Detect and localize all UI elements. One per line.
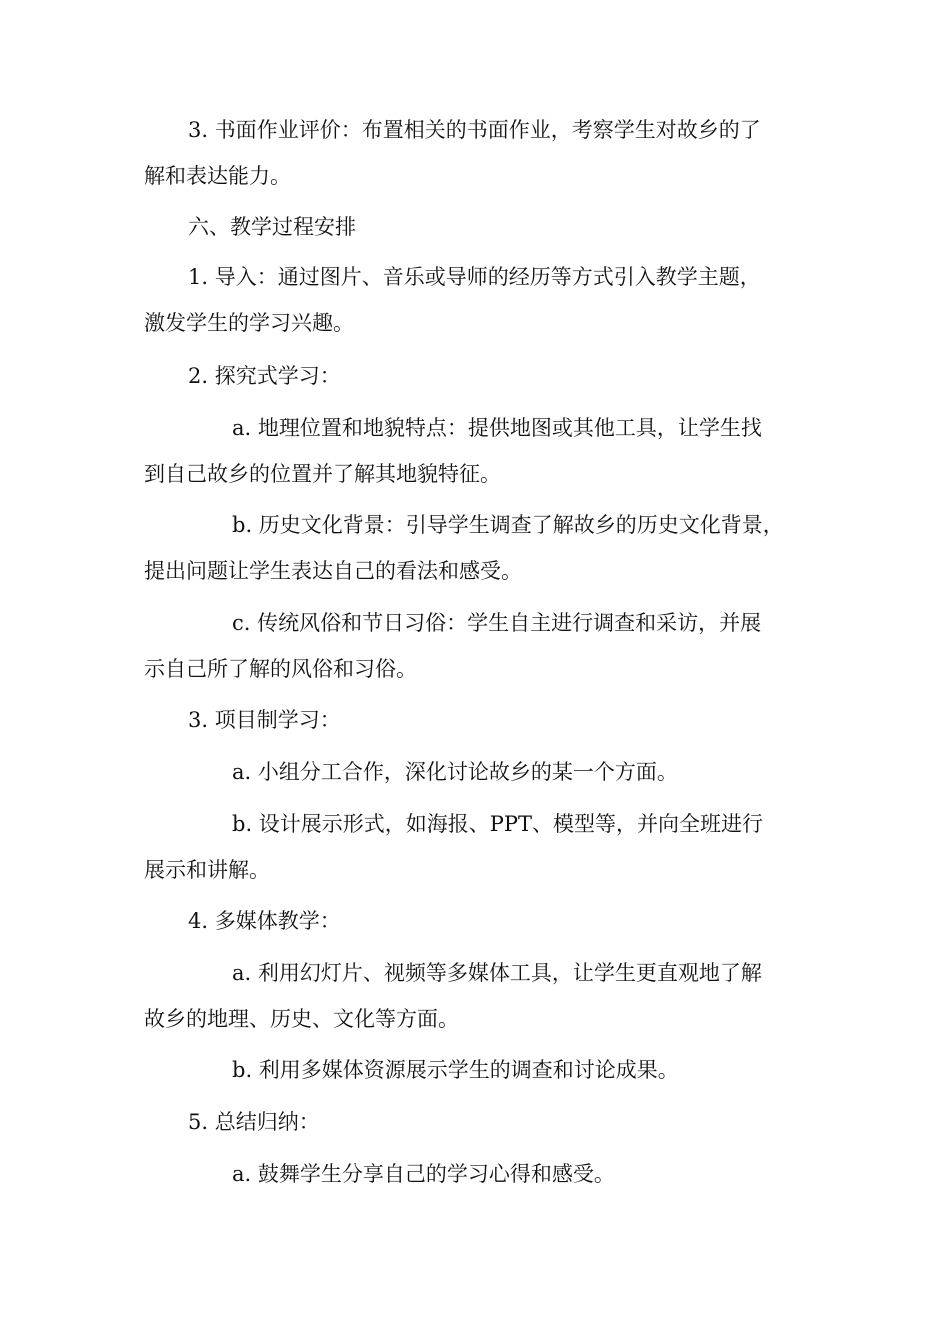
paragraph-summary — [144, 1099, 816, 1145]
text-line: a. 地理位置和地貌特点：提供地图或其他工具，让学生找 — [232, 416, 762, 440]
paragraph-group-work — [144, 749, 816, 795]
paragraph-multimedia-teaching — [144, 898, 816, 944]
paragraph-multimedia-results — [144, 1047, 816, 1093]
text-line: 到自己故乡的位置并了解其地貌特征。 — [144, 462, 501, 486]
text-line: 提出问题让学生表达自己的看法和感受。 — [144, 559, 522, 583]
text-line: a. 利用幻灯片、视频等多媒体工具，让学生更直观地了解 — [232, 961, 762, 985]
text-line: a. 小组分工合作，深化讨论故乡的某一个方面。 — [232, 760, 678, 784]
section-heading-teaching-process — [144, 204, 816, 250]
paragraph-introduction — [144, 254, 816, 346]
text-line: 1. 导入：通过图片、音乐或导师的经历等方式引入教学主题， — [188, 265, 761, 289]
text-line: 4. 多媒体教学： — [188, 909, 341, 933]
text-line: a. 鼓舞学生分享自己的学习心得和感受。 — [232, 1162, 615, 1186]
text-line: 激发学生的学习兴趣。 — [144, 311, 354, 335]
text-line: 3. 项目制学习： — [188, 708, 341, 732]
text-line: 解和表达能力。 — [144, 164, 291, 188]
paragraph-geography — [144, 405, 816, 497]
text-line: c. 传统风俗和节日习俗：学生自主进行调查和采访，并展 — [232, 611, 762, 635]
text-line: 展示和讲解。 — [144, 858, 270, 882]
text-line: 示自己所了解的风俗和习俗。 — [144, 657, 417, 681]
text-line: b. 利用多媒体资源展示学生的调查和讨论成果。 — [232, 1058, 679, 1082]
text-line: 5. 总结归纳： — [188, 1110, 320, 1134]
paragraph-presentation-design — [144, 801, 816, 893]
paragraph-written-assignment-evaluation — [144, 107, 816, 199]
paragraph-history-culture — [144, 502, 816, 594]
paragraph-multimedia-tools — [144, 950, 816, 1042]
text-line: 故乡的地理、历史、文化等方面。 — [144, 1007, 459, 1031]
text-line: b. 设计展示形式，如海报、PPT、模型等，并向全班进行 — [232, 812, 764, 836]
paragraph-share-reflections — [144, 1151, 816, 1197]
paragraph-traditions — [144, 600, 816, 692]
text-line: 六、教学过程安排 — [188, 215, 356, 239]
text-line: b. 历史文化背景：引导学生调查了解故乡的历史文化背景， — [232, 513, 784, 537]
paragraph-project-learning — [144, 697, 816, 743]
paragraph-inquiry-learning — [144, 353, 816, 399]
text-line: 2. 探究式学习： — [188, 364, 341, 388]
text-line: 3. 书面作业评价：布置相关的书面作业，考察学生对故乡的了 — [188, 118, 761, 142]
